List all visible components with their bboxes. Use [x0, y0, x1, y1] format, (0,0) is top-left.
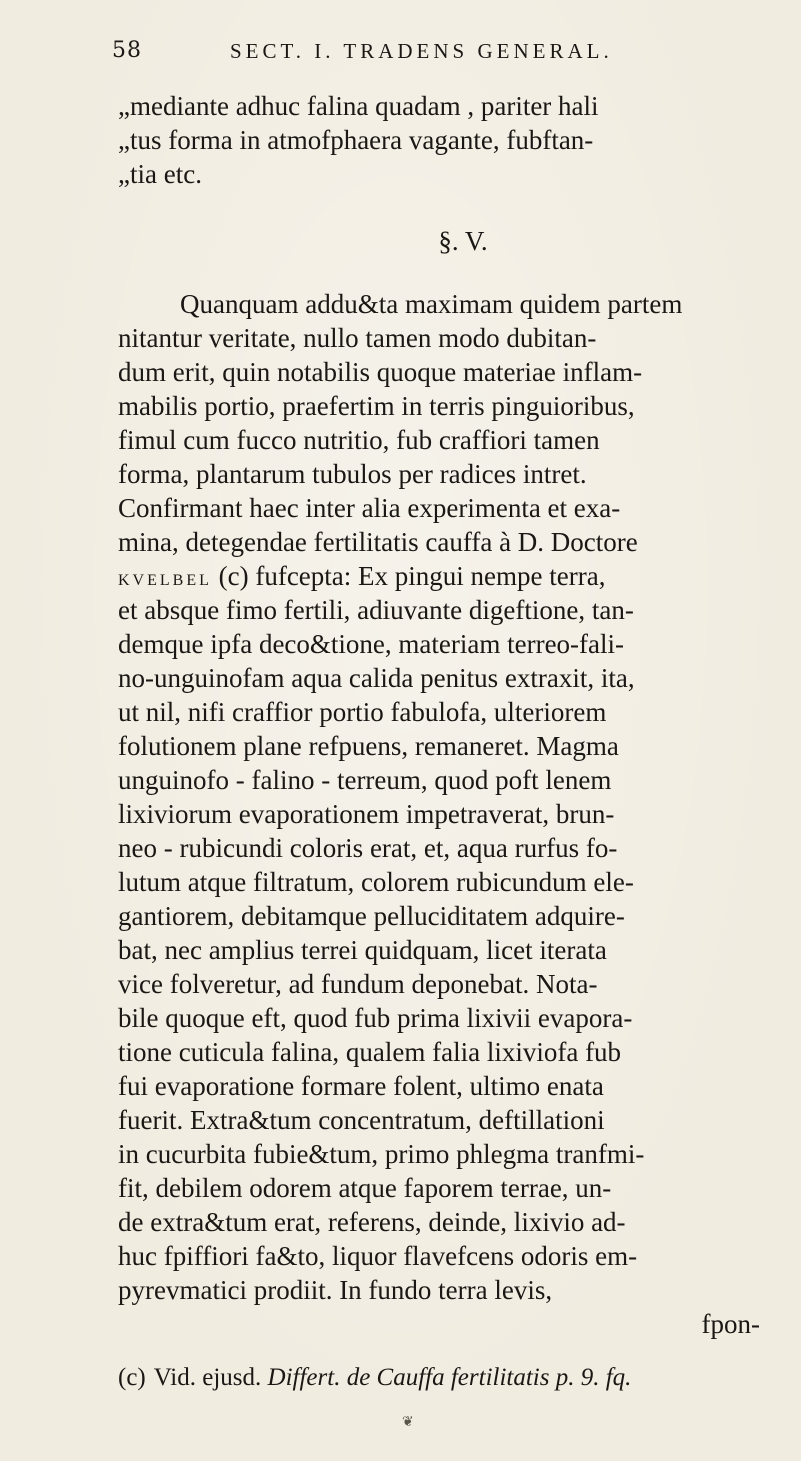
- paragraph-line: et absque fimo fertili, adiuvante digeftione, tan-: [118, 595, 634, 625]
- paragraph-line: bile quoque eft, quod fub prima lixivii evapora-: [118, 1003, 633, 1033]
- running-head: SECT. I. TRADENS GENERAL.: [230, 39, 613, 63]
- paragraph-line: mina, detegendae fertilitatis cauffa à D. Doctore: [118, 527, 638, 557]
- paragraph-line: Quanquam addu&ta maximam quidem partem: [180, 289, 683, 319]
- page-header: [112, 38, 712, 72]
- paragraph-line: fui evaporatione formare folent, ultimo enata: [118, 1071, 604, 1101]
- paragraph-line: bat, nec amplius terrei quidquam, licet iterata: [118, 935, 607, 965]
- paragraph-line: tione cuticula falina, qualem falia lixiviofa fub: [118, 1037, 622, 1067]
- paragraph-line: forma, plantarum tubulos per radices intret.: [118, 459, 587, 489]
- paragraph-line: de extra&tum erat, referens, deinde, lixivio ad-: [118, 1207, 626, 1237]
- paragraph-line: huc fpiffiori fa&to, liquor flavefcens odoris em-: [118, 1241, 638, 1271]
- footnote-marker: (c): [118, 1364, 146, 1391]
- paragraph-line: no-unguinofam aqua calida penitus extraxit, ita,: [118, 663, 635, 693]
- paragraph-line: fimul cum fucco nutritio, fub craffiori tamen: [118, 425, 600, 455]
- paragraph-line: folutionem plane refpuens, remaneret. Magma: [118, 731, 619, 761]
- quote-line: „tia etc.: [118, 159, 202, 189]
- paragraph-line: unguinofo - falino - terreum, quod poft lenem: [118, 765, 612, 795]
- paragraph-text: (c) fufcepta: Ex pingui nempe terra,: [211, 561, 606, 591]
- footnote-text: Vid. ejusd.: [153, 1364, 268, 1391]
- paragraph-line: vice folveretur, ad fundum deponebat. Nota-: [118, 969, 598, 999]
- paragraph-line: mabilis portio, praefertim in terris pinguioribus,: [118, 391, 635, 421]
- paragraph-line: pyrevmatici prodiit. In fundo terra levis,: [118, 1275, 553, 1305]
- quote-line: „mediante adhuc falina quadam , pariter hali: [118, 91, 599, 121]
- paragraph-line: gantiorem, debitamque pelluciditatem adquire-: [118, 901, 625, 931]
- footnote-pages: p. 9. fq.: [549, 1364, 632, 1391]
- paragraph-line-with-name: [118, 559, 768, 593]
- printer-ornament: ❦: [402, 1414, 414, 1430]
- paragraph-line: demque ipfa deco&tione, materiam terreo-fali-: [118, 629, 625, 659]
- paragraph-line: Confirmant haec inter alia experimenta et exa-: [118, 493, 621, 523]
- main-text: [118, 89, 768, 1341]
- paragraph-line: dum erit, quin notabilis quoque materiae inflam-: [118, 357, 643, 387]
- section-heading: §. V.: [438, 226, 488, 256]
- page-number: 58: [112, 38, 142, 63]
- paragraph-line: lutum atque filtratum, colorem rubicundum ele-: [118, 867, 634, 897]
- paragraph-line: fit, debilem odorem atque faporem terrae, un-: [118, 1173, 612, 1203]
- paragraph-line: ut nil, nifi craffior portio fabulofa, ulteriorem: [118, 697, 607, 727]
- footnote-title: Differt. de Cauffa fertilitatis: [267, 1364, 550, 1391]
- quote-line: „tus forma in atmofphaera vagante, fubftan-: [118, 125, 594, 155]
- paragraph-line: lixiviorum evaporationem impetraverat, brun-: [118, 799, 615, 829]
- paragraph-line: in cucurbita fubie&tum, primo phlegma tranfmi-: [118, 1139, 645, 1169]
- footnote: [118, 1362, 768, 1394]
- catchword: fpon-: [701, 1309, 760, 1339]
- paragraph-line: fuerit. Extra&tum concentratum, deftillationi: [118, 1105, 605, 1135]
- author-name: kvelbel: [118, 565, 212, 590]
- paragraph-line: neo - rubicundi coloris erat, et, aqua rurfus fo-: [118, 833, 618, 863]
- paragraph-line: nitantur veritate, nullo tamen modo dubitan-: [118, 323, 597, 353]
